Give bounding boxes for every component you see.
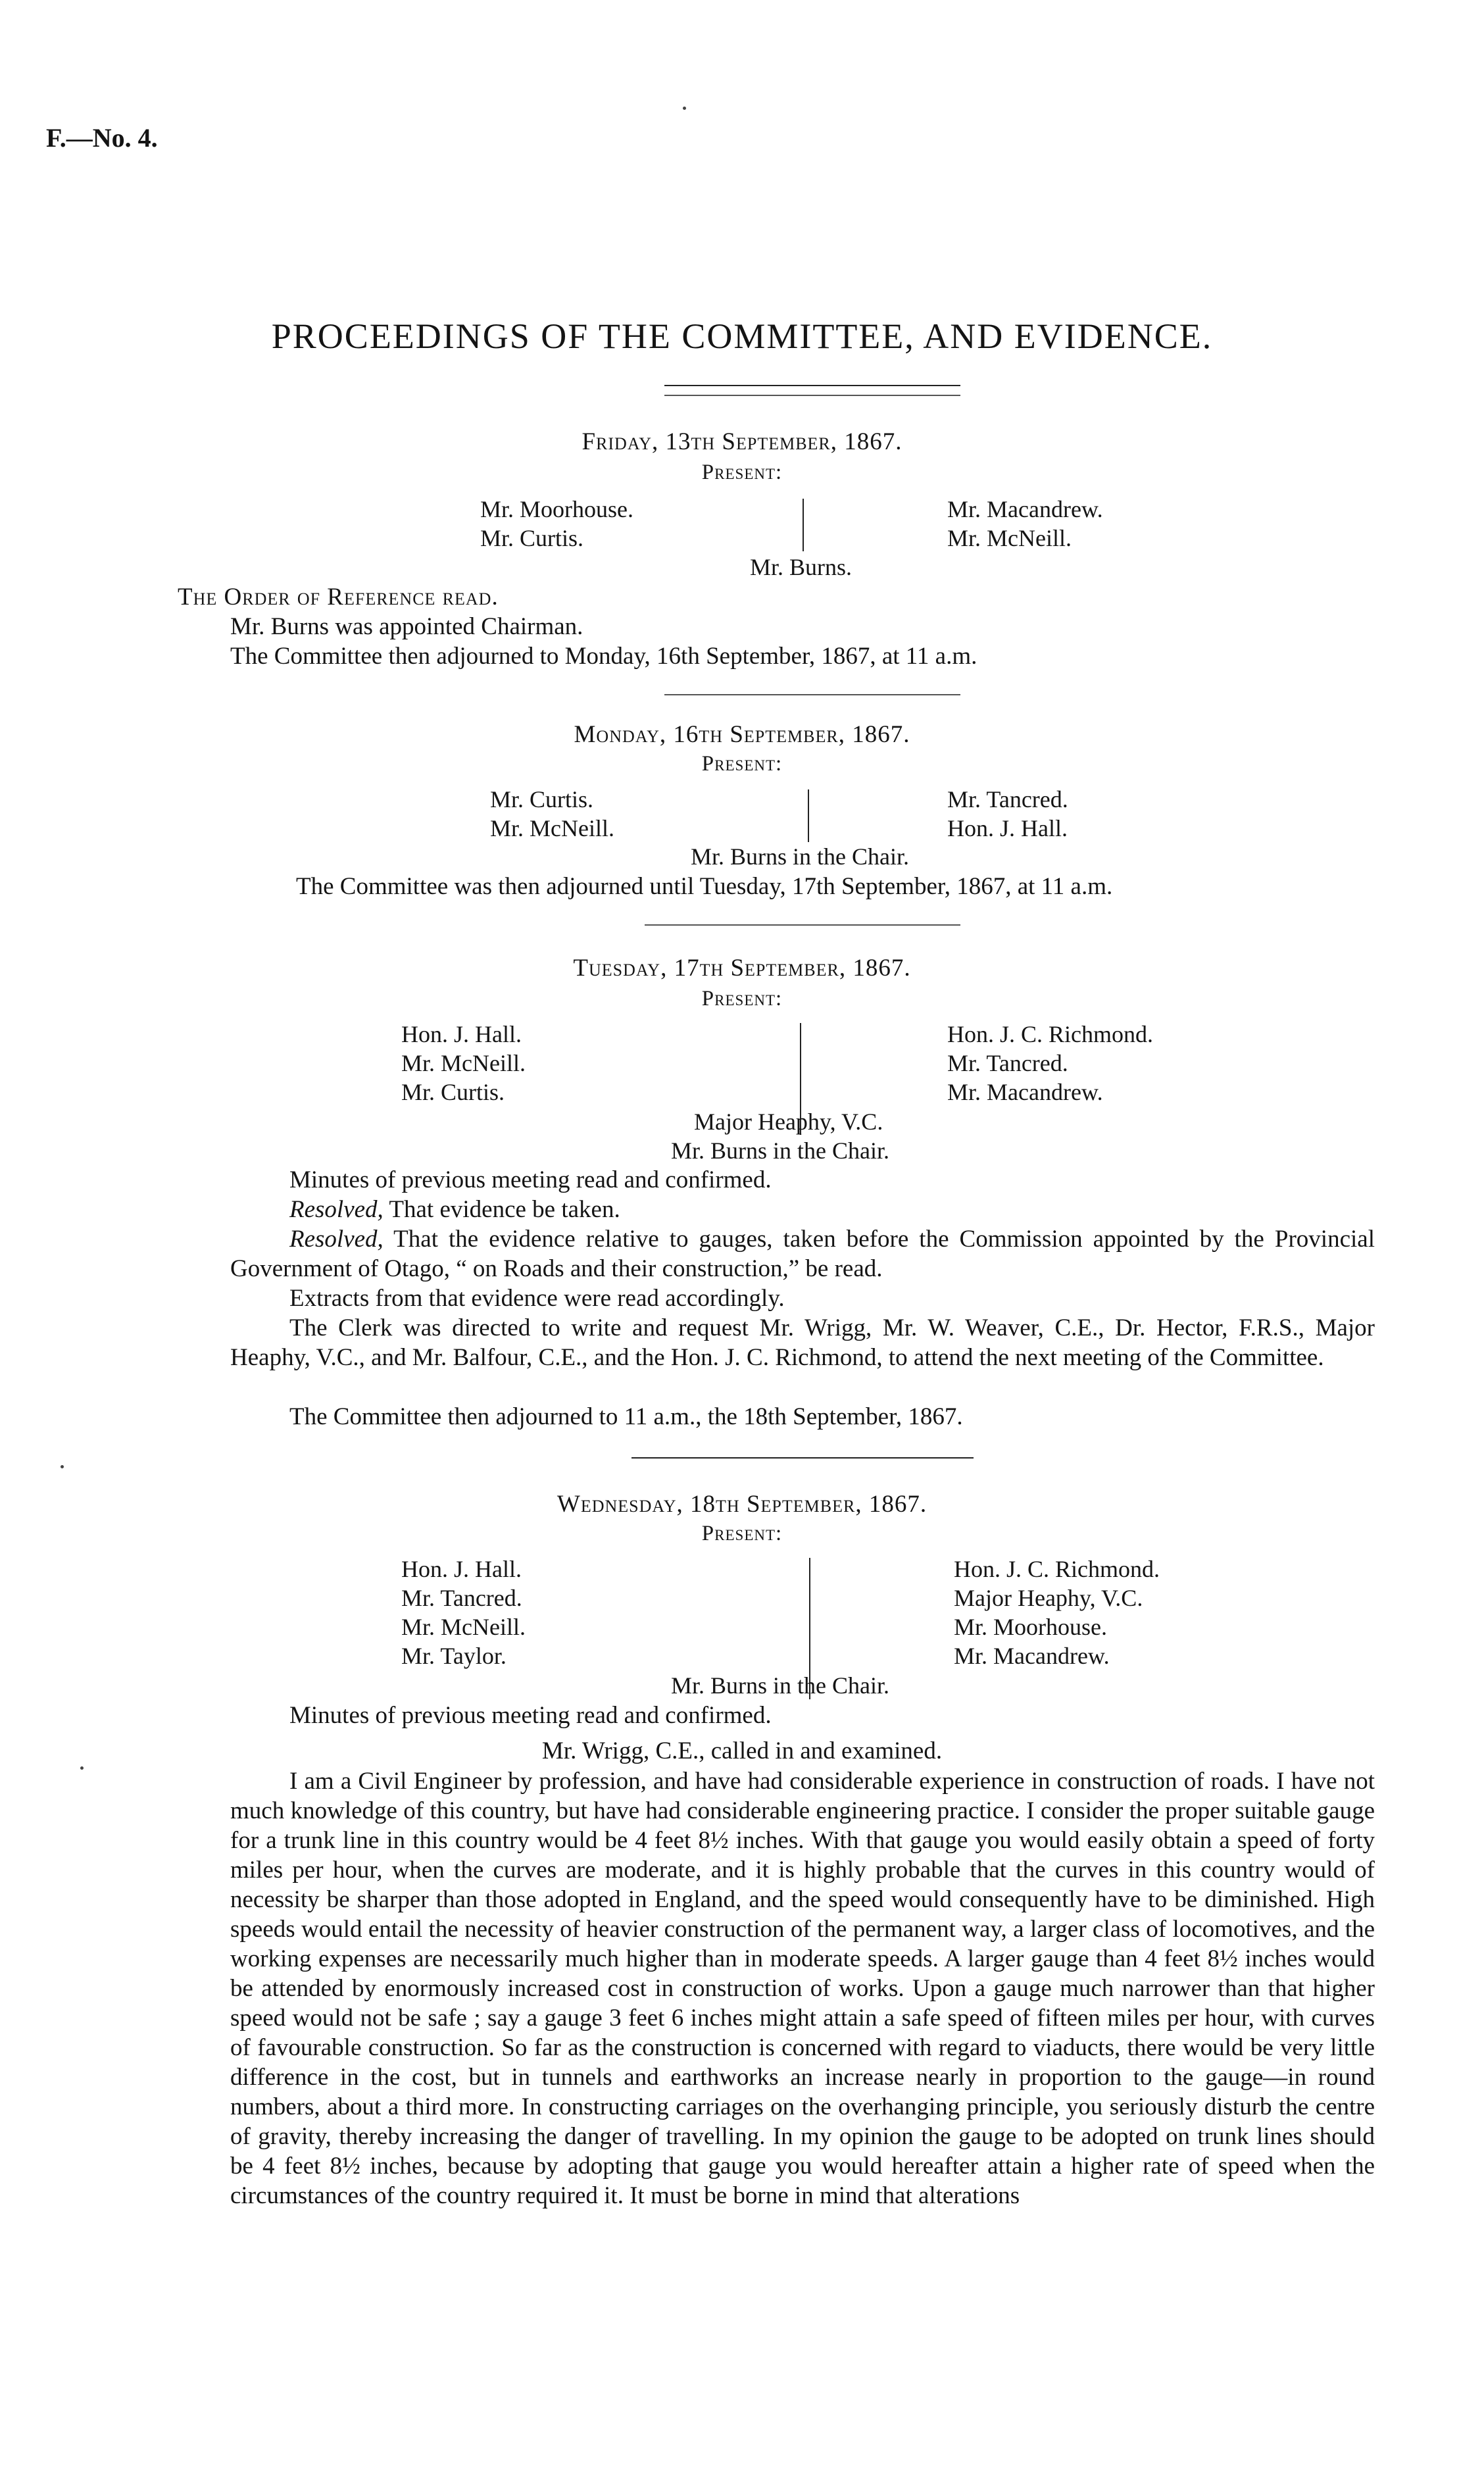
meeting-4-members-left: [401, 1555, 526, 1670]
document-reference: F.—No. 4.: [46, 123, 158, 153]
member: Mr. McNeill.: [947, 525, 1072, 551]
meeting-3-resolution-1: [289, 1195, 620, 1224]
meeting-2-members-right: [947, 785, 1068, 843]
witness-evidence: I am a Civil Engineer by profession, and have had considerable experience in construction of roads. I have not much knowledge of this country, but have had considerable engineering practice. I consider the proper suitable gauge for a trunk line in this country would be 4 feet 8½ inches. With that gauge you would easily obtain a speed of forty miles per hour, when the curves are moderate, and it is highly probable that the curves in this country would of necessity be sharper than those adopted in England, and the speed would consequently have to be diminished. High speeds would entail the necessity of heavier construction of the permanent way, a larger class of locomotives, and the working expenses are necessarily much higher than in moderate speeds. A larger gauge than 4 feet 8½ inches would be attended by enormously increased cost in construction of works. Upon a gauge much narrower than that higher speed would not be safe ; say a gauge 3 feet 6 inches might attain a safe speed of fifteen miles per hour, with curves of favourable construction. So far as the construction is concerned with regard to viaducts, there would be very little difference in the cost, but in tunnels and earthworks an increase nearly in proportion to the gauge—in round numbers, about a third more. In constructing carriages on the overhanging principle, you seriously disturb the centre of gravity, thereby increasing the danger of travelling. In my opinion the gauge to be adopted on trunk lines should be 4 feet 8½ inches, because by adopting that gauge you would hereafter attain a higher rate of speed when the circumstances of the country required it. It must be borne in mind that alterations: [230, 1768, 1375, 2209]
resolution-text: That evidence be taken.: [389, 1196, 620, 1223]
resolved-label: Resolved,: [289, 1226, 383, 1253]
meeting-1-date: Friday, 13th September, 1867.: [581, 428, 903, 455]
witness-heading: Mr. Wrigg, C.E., called in and examined.: [541, 1737, 943, 1764]
meeting-3-note-minutes: Minutes of previous meeting read and confirmed.: [289, 1166, 772, 1193]
resolved-label: Resolved,: [289, 1196, 383, 1223]
meeting-1-divider: [803, 499, 804, 551]
member: Mr. Curtis.: [480, 525, 584, 551]
meeting-3-members-left: [401, 1020, 526, 1107]
meeting-2-chair: Mr. Burns in the Chair.: [691, 843, 909, 870]
meeting-1-members-right: [947, 495, 1103, 553]
meeting-4-present-label: Present:: [701, 1522, 783, 1545]
member: Mr. Moorhouse.: [954, 1614, 1107, 1640]
meeting-2-note-1: The Committee was then adjourned until Tuesday, 17th September, 1867, at 11 a.m.: [296, 873, 1113, 900]
meeting-4-note-minutes: Minutes of previous meeting read and confirmed.: [289, 1702, 772, 1729]
section-rule-2: [645, 924, 960, 926]
section-rule-1: [664, 694, 960, 695]
member: Mr. Moorhouse.: [480, 496, 633, 522]
meeting-3-date: Tuesday, 17th September, 1867.: [573, 955, 911, 982]
member: Mr. Curtis.: [401, 1079, 505, 1105]
meeting-3-note-adjourned: The Committee then adjourned to 11 a.m., the 18th September, 1867.: [289, 1403, 963, 1430]
meeting-3-present-label: Present:: [701, 987, 783, 1011]
meeting-2-divider: [808, 789, 809, 842]
meeting-3-members-right: [947, 1020, 1153, 1107]
member: Major Heaphy, V.C.: [954, 1585, 1143, 1611]
note-text: The Order of Reference read.: [178, 584, 499, 611]
member: Hon. J. Hall.: [401, 1556, 522, 1582]
member: Mr. McNeill.: [401, 1614, 526, 1640]
meeting-3-note-extracts: Extracts from that evidence were read accordingly.: [289, 1285, 785, 1312]
meeting-4-members-right: [954, 1555, 1160, 1670]
member: Hon. J. C. Richmond.: [954, 1556, 1160, 1582]
title-rule-top: [664, 385, 960, 386]
scan-speck: [683, 107, 686, 110]
meeting-4-date: Wednesday, 18th September, 1867.: [556, 1491, 928, 1518]
meeting-1-note-1: [178, 582, 499, 612]
meeting-2-members-left: [490, 785, 614, 843]
meeting-3-heaphy: Major Heaphy, V.C.: [694, 1109, 883, 1135]
member: Mr. Taylor.: [401, 1643, 507, 1669]
member: Hon. J. Hall.: [401, 1021, 522, 1047]
member: Mr. Macandrew.: [947, 1079, 1103, 1105]
meeting-2-date: Monday, 16th September, 1867.: [574, 721, 910, 748]
member: Mr. Macandrew.: [947, 496, 1103, 522]
meeting-3-resolution-2: [230, 1224, 1375, 1284]
member: Mr. Tancred.: [947, 786, 1068, 812]
scan-speck: [80, 1766, 84, 1770]
member: Mr. Macandrew.: [954, 1643, 1110, 1669]
meeting-1-present-label: Present:: [701, 461, 783, 484]
meeting-4-chair: Mr. Burns in the Chair.: [671, 1672, 889, 1699]
meeting-1-chair: Mr. Burns.: [750, 554, 853, 580]
member: Hon. J. Hall.: [947, 815, 1068, 841]
resolution-text: That the evidence relative to gauges, taken before the Commission appointed by the Provincial Government of Otago, “ on Roads and their construction,” be read.: [230, 1226, 1375, 1282]
meeting-1-note-3: The Committee then adjourned to Monday, 16th September, 1867, at 11 a.m.: [230, 643, 977, 670]
meeting-3-chair: Mr. Burns in the Chair.: [671, 1137, 889, 1164]
scan-speck: [61, 1465, 64, 1468]
member: Hon. J. C. Richmond.: [947, 1021, 1154, 1047]
member: Mr. Curtis.: [490, 786, 594, 812]
meeting-1-note-2: Mr. Burns was appointed Chairman.: [230, 613, 583, 640]
title-rule-bottom: [664, 395, 960, 396]
meeting-1-members-left: [480, 495, 633, 553]
member: Mr. Tancred.: [947, 1050, 1068, 1076]
member: Mr. McNeill.: [490, 815, 614, 841]
meeting-2-present-label: Present:: [701, 752, 783, 776]
member: Mr. McNeill.: [401, 1050, 526, 1076]
meeting-3-note-clerk: The Clerk was directed to write and request Mr. Wrigg, Mr. W. Weaver, C.E., Dr. Hector, F.R.S., Major Heaphy, V.C., and Mr. Balfour, C.E., and the Hon. J. C. Richmond, to attend the next meeting of the Committee.: [230, 1314, 1375, 1371]
section-rule-3: [631, 1457, 974, 1459]
member: Mr. Tancred.: [401, 1585, 522, 1611]
page-title: PROCEEDINGS OF THE COMMITTEE, AND EVIDENCE.: [271, 316, 1213, 356]
